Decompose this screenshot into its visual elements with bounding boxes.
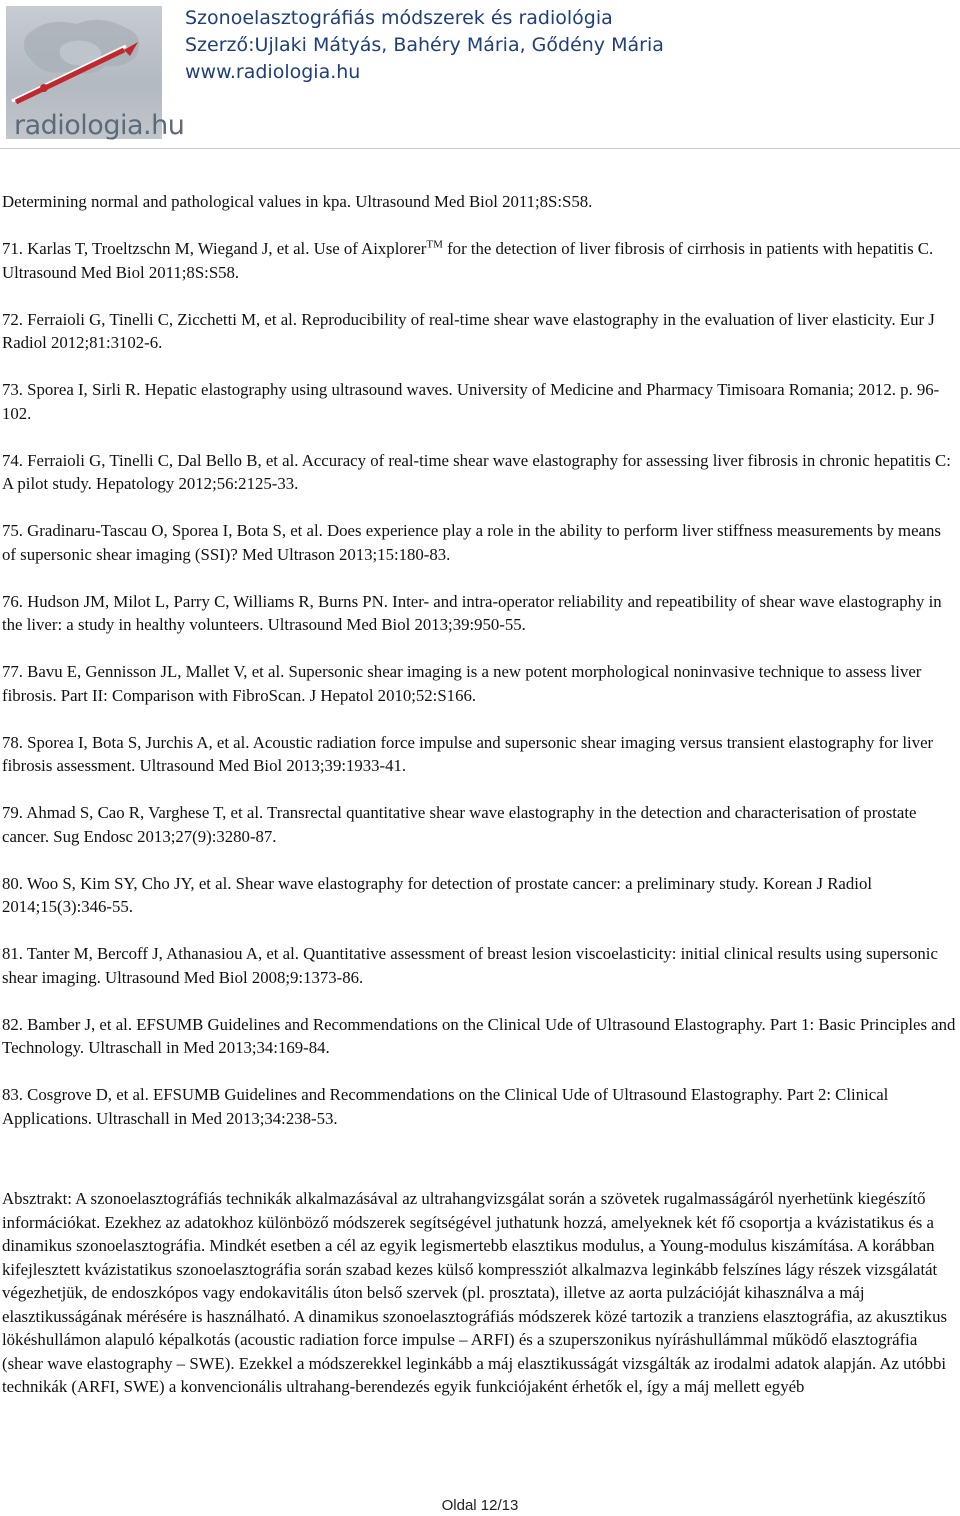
reference-item: 72. Ferraioli G, Tinelli C, Zicchetti M, et al. Reproducibility of real-time shear wave elastography in the evaluation of liver elasticity. Eur J Radiol 2012;81:3102-6. — [2, 309, 935, 352]
reference-item: Determining normal and pathological values in kpa. Ultrasound Med Biol 2011;8S:S58. — [2, 192, 593, 211]
page-number: Oldal 12/13 — [441, 1497, 519, 1514]
header-text-block — [185, 5, 664, 86]
header-divider — [0, 148, 960, 149]
radiologia-logo[interactable] — [6, 6, 185, 141]
document-authors: Szerző:Ujlaki Mátyás, Bahéry Mária, Gődény Mária — [185, 34, 664, 56]
reference-item: 80. Woo S, Kim SY, Cho JY, et al. Shear wave elastography for detection of prostate cancer: a preliminary study. Korean J Radiol 2014;15(3):346-55. — [2, 873, 872, 916]
reference-list — [2, 190, 958, 1154]
website-link[interactable]: www.radiologia.hu — [185, 61, 361, 83]
reference-item: 81. Tanter M, Bercoff J, Athanasiou A, et al. Quantitative assessment of breast lesion viscoelasticity: initial clinical results using supersonic shear imaging. Ultrasound Med Biol 2008;9:1373-86. — [2, 944, 938, 987]
reference-item: 73. Sporea I, Sirli R. Hepatic elastography using ultrasound waves. University of Medicine and Pharmacy Timisoara Romania; 2012. p. 96-102. — [2, 380, 940, 423]
reference-item: 79. Ahmad S, Cao R, Varghese T, et al. Transrectal quantitative shear wave elastography in the detection and characterisation of prostate cancer. Sug Endosc 2013;27(9):3280-87. — [2, 803, 917, 846]
reference-item: 76. Hudson JM, Milot L, Parry C, Williams R, Burns PN. Inter- and intra-operator reliability and repeatibility of shear wave elastography in the liver: a study in healthy volunteers. Ultrasound Med Biol 2013;39:950-55. — [2, 591, 942, 634]
reference-item: 75. Gradinaru-Tascau O, Sporea I, Bota S, et al. Does experience play a role in the ability to perform liver stiffness measurements by means of supersonic shear imaging (SSI)? Med Ultrason 2013;15:180-83. — [2, 521, 941, 564]
reference-item: 74. Ferraioli G, Tinelli C, Dal Bello B, et al. Accuracy of real-time shear wave elastography for assessing liver fibrosis in chronic hepatitis C: A pilot study. Hepatology 2012;56:2125-33. — [2, 450, 951, 493]
reference-text: for the detection of liver fibrosis of cirrhosis in patients with hepatitis C. Ultrasound Med Biol 2011;8S:S58. — [2, 239, 934, 282]
reference-item — [2, 237, 958, 284]
reference-item: 77. Bavu E, Gennisson JL, Mallet V, et al. Supersonic shear imaging is a new potent morphological noninvasive technique to assess liver fibrosis. Part II: Comparison with FibroScan. J Hepatol 2010;52:S166. — [2, 662, 922, 705]
abstract-paragraph: Absztrakt: A szonoelasztográfiás technikák alkalmazásával az ultrahangvizsgálat során a szövetek rugalmasságáról nyerhetünk kiegészítő információkat. Ezekhez az adatokhoz különböző módszerek segítségével juthatunk hozzá, amelyeknek két fő csoportja a kvázistatikus és a dinamikus szonoelasztográfia. Mindkét esetben a cél az egyik legismertebb elasztikus modulus, a Young-modulus kiszámítása. A korábban kifejlesztett kvázistatikus szonoelasztográfia során szabad kezes külső kompressziót alkalmazva leginkább felszínes lágy részek vizsgálatát végezhetjük, de endoszkópos vagy endokavitális úton belső szervek (pl. prosztata), illetve az aorta pulzációját kihasználva a máj elasztikusságának mérésére is használható. A dinamikus szonoelasztográfiás módszerek közé tartozik a tranziens elasztográfia, az akusztikus lökéshullámon alapuló képalkotás (acoustic radiation force impulse – ARFI) és a szuperszonikus nyíráshullámmal működő elasztográfia (shear wave elastography – SWE). Ezekkel a módszerekkel leginkább a máj elasztikusságát vizsgálták az irodalmi adatok alapján. Az utóbbi technikák (ARFI, SWE) a konvencionális ultrahang-berendezés egyik funkciójaként érhetők el, így a máj mellett egyéb — [2, 1189, 947, 1396]
reference-text: 71. Karlas T, Troeltzschn M, Wiegand J, et al. Use of Aixplorer — [2, 239, 427, 258]
trademark-sup: TM — [426, 238, 443, 251]
document-title: Szonoelasztográfiás módszerek és radiológia — [185, 7, 613, 29]
reference-item: 78. Sporea I, Bota S, Jurchis A, et al. Acoustic radiation force impulse and supersonic shear imaging versus transient elastography for liver fibrosis assessment. Ultrasound Med Biol 2013;39:1933-41. — [2, 732, 934, 775]
logo-text: radiologia.hu — [14, 110, 185, 141]
reference-item: 82. Bamber J, et al. EFSUMB Guidelines and Recommendations on the Clinical Ude of Ultrasound Elastography. Part 1: Basic Principles and Technology. Ultraschall in Med 2013;34:169-84. — [2, 1014, 956, 1057]
reference-item: 83. Cosgrove D, et al. EFSUMB Guidelines and Recommendations on the Clinical Ude of Ultrasound Elastography. Part 2: Clinical Applications. Ultraschall in Med 2013;34:238-53. — [2, 1085, 889, 1128]
page-header — [0, 0, 960, 148]
